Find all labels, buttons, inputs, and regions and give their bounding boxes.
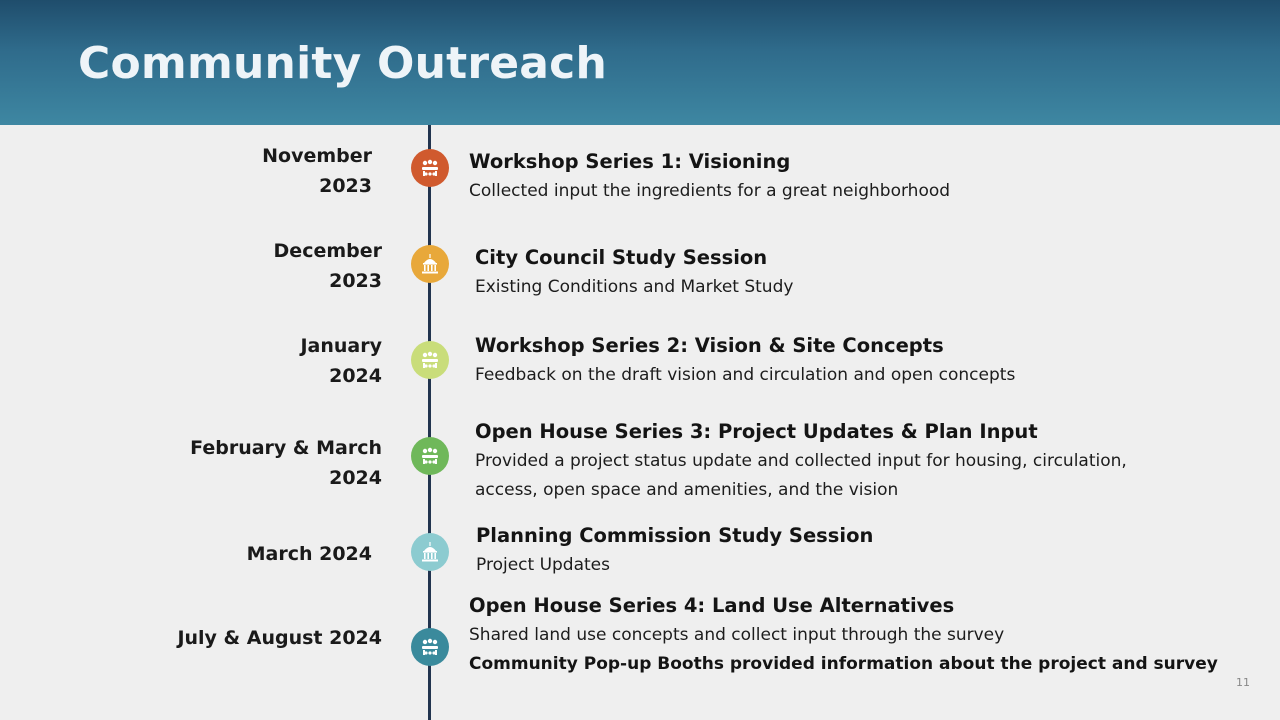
date-line: February & March <box>190 437 382 459</box>
meeting-group-icon <box>411 341 449 379</box>
meeting-group-icon <box>411 149 449 187</box>
event-date <box>112 141 372 201</box>
event-date <box>122 331 382 391</box>
event-title: Planning Commission Study Session <box>476 524 874 547</box>
event-date <box>122 623 382 653</box>
date-line: 2023 <box>329 270 382 292</box>
slide-number: 11 <box>1236 676 1250 689</box>
event-title: Open House Series 3: Project Updates & Plan Input <box>475 420 1038 443</box>
title-banner <box>0 0 1280 125</box>
event-description: Existing Conditions and Market Study <box>475 277 794 297</box>
city-hall-icon <box>411 245 449 283</box>
event-title: Workshop Series 2: Vision & Site Concepts <box>475 334 944 357</box>
event-description: Feedback on the draft vision and circulation and open concepts <box>475 365 1016 385</box>
event-description: Collected input the ingredients for a great neighborhood <box>469 181 951 201</box>
event-details <box>475 331 1015 390</box>
event-details <box>469 147 950 206</box>
date-line: March 2024 <box>246 543 372 565</box>
event-details <box>475 417 1127 505</box>
meeting-group-icon <box>411 437 449 475</box>
event-details <box>476 521 873 580</box>
date-line: 2024 <box>329 365 382 387</box>
event-date <box>122 433 382 493</box>
event-details <box>475 243 793 302</box>
city-hall-icon <box>411 533 449 571</box>
event-title: City Council Study Session <box>475 246 768 269</box>
event-date <box>112 539 372 569</box>
date-line: December <box>273 240 382 262</box>
event-details <box>469 591 1218 679</box>
event-description: Project Updates <box>476 555 610 575</box>
event-note: Community Pop-up Booths provided information about the project and survey <box>469 654 1218 674</box>
event-description: Shared land use concepts and collect input through the survey <box>469 625 1005 645</box>
event-title: Open House Series 4: Land Use Alternatives <box>469 594 955 617</box>
date-line: November <box>262 145 372 167</box>
event-title: Workshop Series 1: Visioning <box>469 150 791 173</box>
meeting-group-icon <box>411 628 449 666</box>
date-line: January <box>300 335 382 357</box>
date-line: July & August 2024 <box>177 627 382 649</box>
event-description: access, open space and amenities, and the vision <box>475 480 899 500</box>
page-title: Community Outreach <box>78 38 607 89</box>
event-description: Provided a project status update and collected input for housing, circulation, <box>475 451 1127 471</box>
date-line: 2023 <box>319 175 372 197</box>
event-date <box>122 236 382 296</box>
date-line: 2024 <box>329 467 382 489</box>
